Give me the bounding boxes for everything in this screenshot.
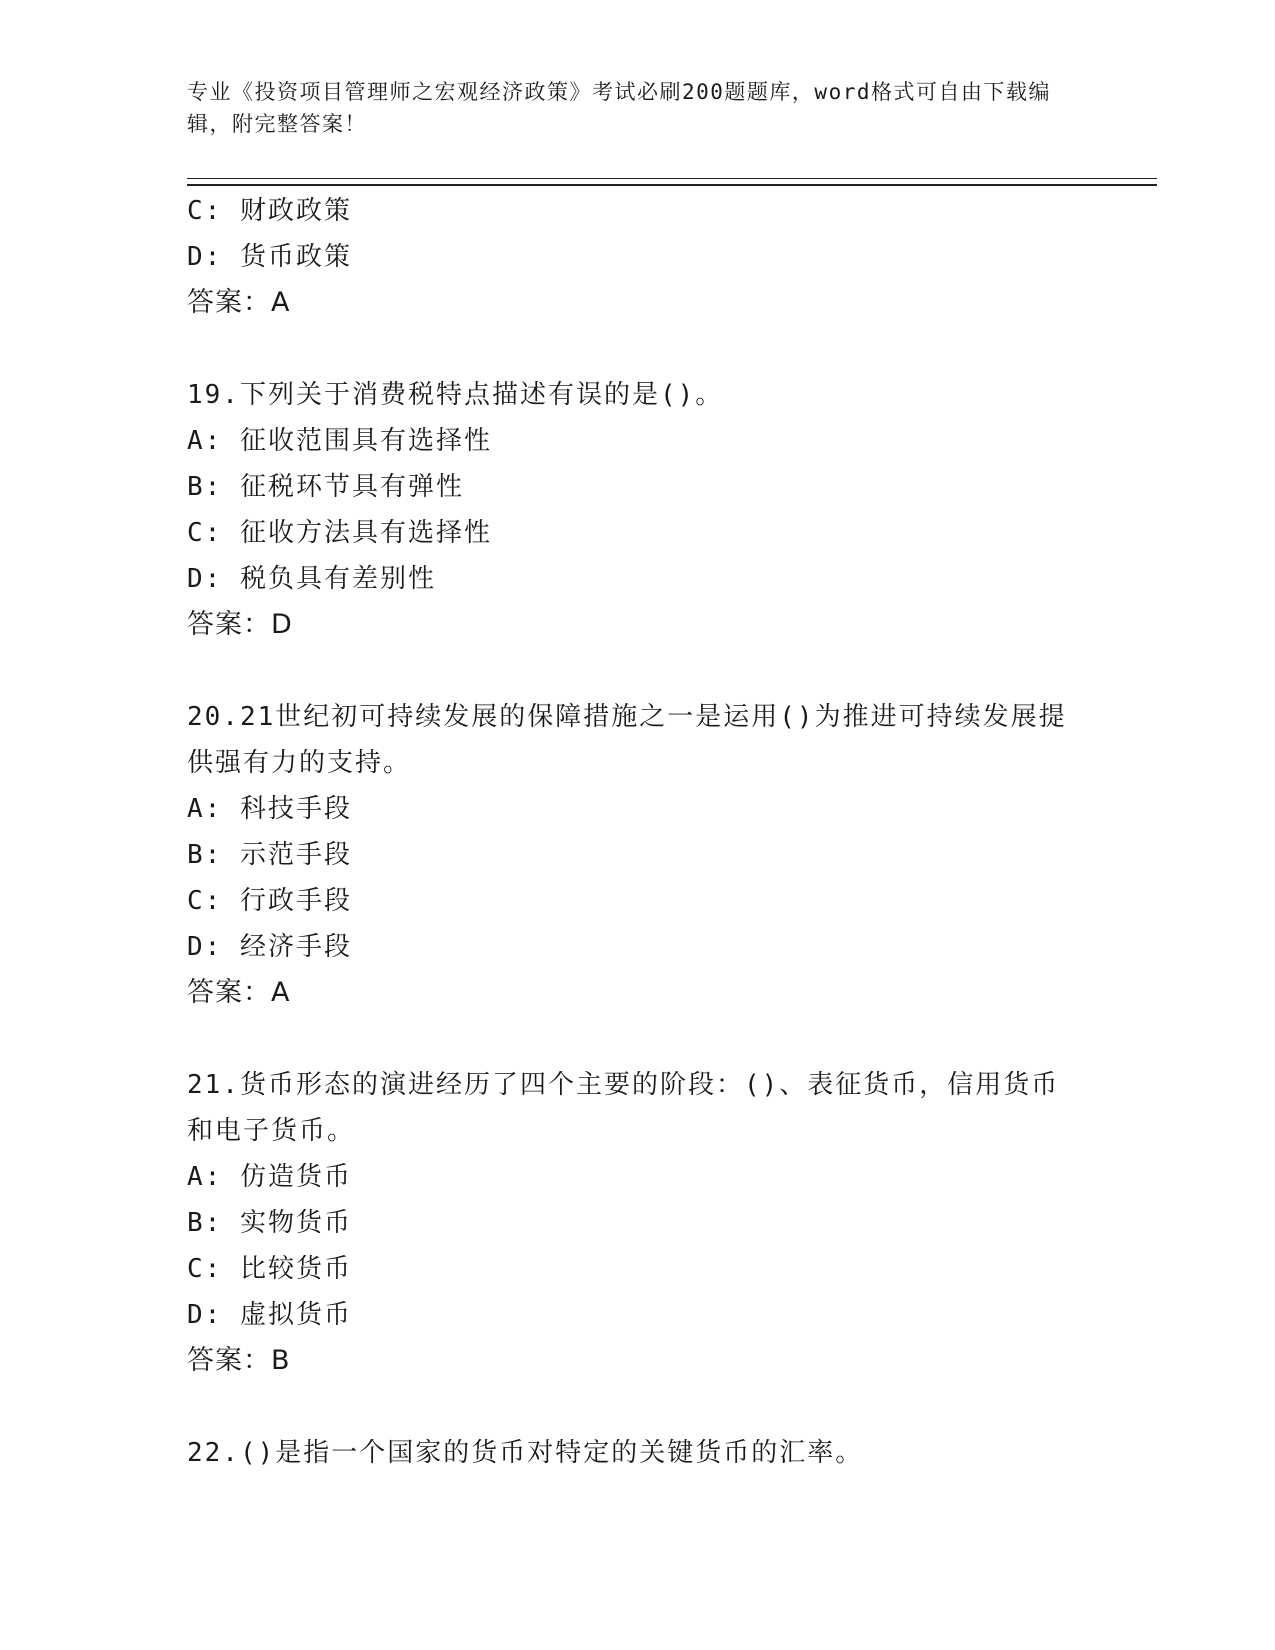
question-stem: 22.()是指一个国家的货币对特定的关键货币的汇率。	[187, 1438, 864, 1468]
option-d: D: 税负具有差别性	[187, 564, 436, 594]
question-continued	[187, 188, 1087, 326]
question-22	[187, 1430, 1087, 1476]
question-stem-line-1: 20.21世纪初可持续发展的保障措施之一是运用()为推进可持续发展提	[187, 702, 1067, 732]
option-c: C: 财政政策	[187, 196, 352, 226]
question-stem-line-2: 和电子货币。	[187, 1116, 356, 1146]
question-list	[187, 188, 1087, 1476]
answer-line: 答案：B	[187, 1345, 291, 1376]
question-stem-line-2: 供强有力的支持。	[187, 748, 412, 778]
answer-line: 答案：A	[187, 287, 291, 318]
spacer	[187, 1016, 1087, 1062]
option-c: C: 比较货币	[187, 1254, 352, 1284]
option-c: C: 征收方法具有选择性	[187, 518, 492, 548]
option-d: D: 经济手段	[187, 932, 352, 962]
option-d: D: 虚拟货币	[187, 1300, 352, 1330]
document-header	[187, 76, 1087, 140]
header-divider	[187, 178, 1157, 186]
question-stem: 19.下列关于消费税特点描述有误的是()。	[187, 380, 724, 410]
question-19	[187, 372, 1087, 648]
answer-line: 答案：A	[187, 977, 291, 1008]
answer-line: 答案：D	[187, 609, 293, 640]
option-a: A: 仿造货币	[187, 1162, 352, 1192]
spacer	[187, 648, 1087, 694]
option-b: B: 示范手段	[187, 840, 352, 870]
option-a: A: 科技手段	[187, 794, 352, 824]
option-b: B: 实物货币	[187, 1208, 352, 1238]
question-20	[187, 694, 1087, 1016]
option-b: B: 征税环节具有弹性	[187, 472, 464, 502]
question-21	[187, 1062, 1087, 1384]
option-a: A: 征收范围具有选择性	[187, 426, 492, 456]
header-text: 专业《投资项目管理师之宏观经济政策》考试必刷200题题库，word格式可自由下载编辑，附完整答案！	[187, 80, 1051, 136]
option-c: C: 行政手段	[187, 886, 352, 916]
spacer	[187, 1384, 1087, 1430]
question-stem-line-1: 21.货币形态的演进经历了四个主要的阶段：()、表征货币，信用货币	[187, 1070, 1060, 1100]
spacer	[187, 326, 1087, 372]
option-d: D: 货币政策	[187, 242, 352, 272]
